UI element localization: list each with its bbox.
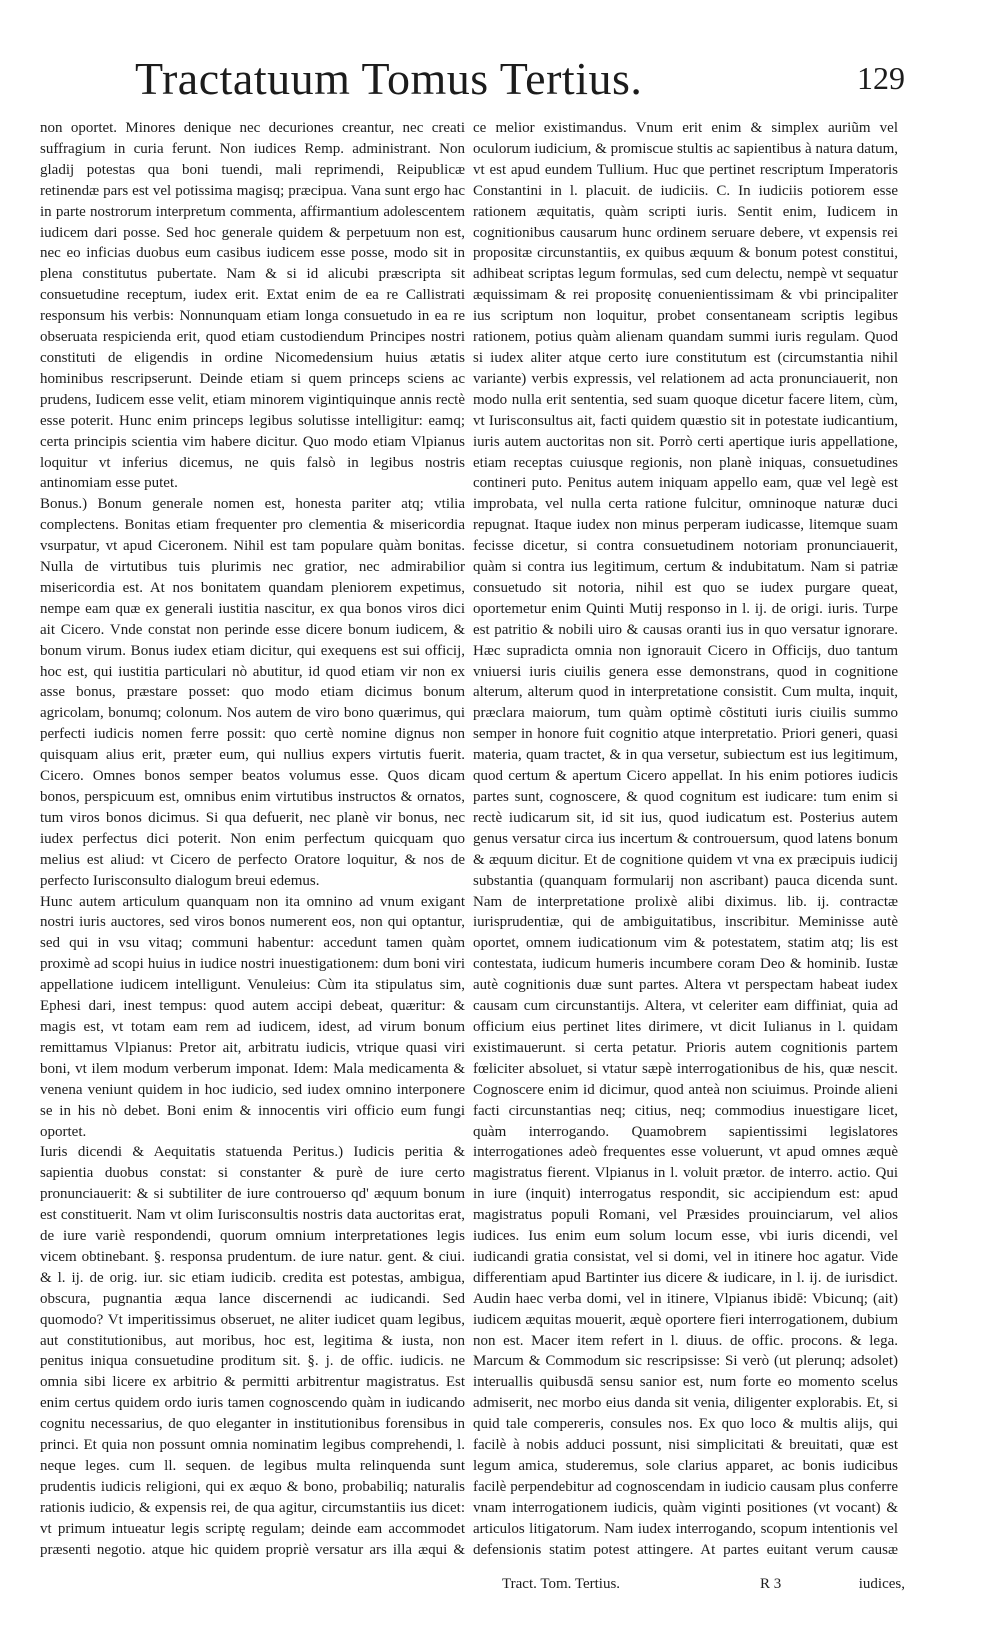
paragraph: Iuris dicendi & Aequitatis statuenda Peritus.) Iudicis peritia & sapientia duobus constat: si constanter & purè de iure certo pronunciauerit: & si subtiliter de iure controuerso qd' æquum bonum est constituerit. Nam vt olim Iurisconsultis nostris data auctoritas erat, de iure variè respondendi, quorum omnium interpretationes legis vicem obtinebant. §. responsa prudentum. de iure natur. gent. & ciui. & l. ij. de orig. iur. sic etiam iudicib. credita est potestas, ambigua, obscura, pugnantia æqua lance discernendi ac iudicandi. Sed quomodo? Vt imperitissimus obseruet, ne aliter iudicet quam legibus, aut constitutionibus, aut moribus, hoc est, legitima & iusta, non penitus iniqua consuetudine proditum sit. §. j. de offic. iudicis. ne omnia sibi licere ex arbitrio & permitti arbitrentur magistratus. Est enim certus quidem ordo iuris tamen cognoscendo quàm in iudicando cognitu necessarius, de quo eleganter in institutionibus forensibus in princi. Et quia non possunt omnia nominatim legibus comprehendi, l. neque leges. cum ll. sequen. de legibus multa relinquenda sunt prudentis iudicis religioni, qui ex æquo & bono, probabiliq; naturalis rationis iudicio, & expensis rei, de qua agitur, circumstantiis ius dicet: vt primum intueatur legis scriptę regulam; deinde eam accommodet præsenti negotio. atque hic quidem propriè versatur ars illa æqui &: [40, 1144, 465, 1558]
paragraph: Hunc autem articulum quanquam non ita omnino ad vnum exigant nostri iuris auctores, sed viros bonos numerent eos, non qui optantur, sed qui in vsu vitaq; communi habentur: accedunt tamen quàm proximè ad scopi huius in iudice nostri inuestigationem: dum boni viri appellatione iudicem intelligunt. Venuleius: Cùm ita stipulatus sim, Ephesi dari, inest tempus: quod autem accipi debeat, quæritur: & magis est, vt totam eam rem ad iudicem, idest, ad virum bonum remittamus Vlpianus: Pretor ait, arbitratu iudicis, vtrique quasi viri boni, vt ilem modum verberum imponat. Idem: Mala medicamenta & venena veniunt quidem in hoc iudicio, sed iudex omnino interponere se in his nò debet. Boni enim & innocentis viri officio eum fungi oportet.: [40, 893, 465, 1140]
page-header: [135, 52, 905, 112]
catchword: iudices,: [858, 1576, 905, 1592]
paragraph: ce melior existimandus. Vnum erit enim & simplex auriũm vel oculorum iudicium, & promiscue stultis ac sapientibus à natura datum, vt est apud eundem Tullium. Huc que pertinet rescriptum Imperatoris Constantini in l. placuit. de iudiciis. C. In iudiciis potiorem esse rationem æquitatis, quàm scripti iuris. Sentit enim, Iudicem in cognitionibus causarum hunc ordinem seruare debere, vt expensis rei propositæ circunstantiis, ex quibus æquum & bonum potest constitui, adhibeat scriptas legum formulas, sed cum delectu, nempè vt sequatur æquissimam & rei propositę conuenientissimam & vbi principaliter ius scriptum non loquitur, probet consentaneam scriptis legibus rationem, potius quàm alienam quandam summi iuris regulam. Quod si iudex aliter atque certo iure constitutum est (circumstantia nihil variante) verbis expressis, vel relationem ad acta pronunciauerit, non modo nulla erit sententia, sed suam quoque dicetur facere litem, cùm, vt Iurisconsultus ait, facti quidem quæstio sit in potestate iudicantium, iuris autem auctoritas non sit. Porrò certi apertique iuris appellatione, etiam receptas cuiusque regionis, non planè iniquas, consuetudines contineri puto. Penitus autem iniquam appello eam, quæ vel legè est improbata, vel nulla certa ratione fulcitur, omninoque naturæ duci repugnat. Itaque iudex non minus perperam iudicasse, litemque suam fecisse dicetur, si contra consuetudinem notoriam pronunciauerit, quàm si contra ius legitimum, certum & indubitatum. Nam si patriæ consuetudo sit notoria, nihil est quo se iudex purgare queat, oportemetur enim Quinti Mutij responso in l. ij. de origi. iuris. Turpe est patritio & nobili uiro & causas oranti ius in quo versatur ignorare. Hæc supradicta omnia non ignorauit Cicero in Officijs, duo tantum vniuersi iuris ciuilis genera esse demonstrans, quod in cognitione alterum, alterum quod in interpretatione consistit. Cum multa, inquit, præclara maiorum, tum quàm optimè cõstituti iuris ciuilis summo semper in honore fuit cognitio atque interpretatio. Priori generi, quasi materia, quam tractet, & in qua versetur, subiectum est ius legitimum, quod certum & apertum Cicero appellat. In his enim potiores iudicis partes sunt, cognoscere, & quod cognitum est iudicare: tum enim si rectè iudicarum sit, id sit ius, quod iudicatum est. Posterius autem genus versatur circa ius incertum & controuersum, quod latens bonum & æquum dicitur. Et de cognitione quidem vt vna ex præcipuis iudicij substantia (quanquam formularij non ascribant) pauca dicenda sunt. Nam de interpretatione prolixè alibi diximus. lib. ij. contractæ iurisprudentiæ, qui de ambiguitatibus, inscribitur. Meminisse autè oportet, omnem iudicationum vim & potestatem, statim atq; lis est contestata, iudicum humeris incumbere coram Deo & hominib. Iustæ autè cognitionis duæ sunt partes. Altera vt perspectam habeat iudex causam cum circunstantijs. Altera, vt celeriter eam diffiniat, quia ad officium eius pertinet lites dirimere, vt dicit Iulianus in l. quidam existimauerunt. si certa petatur. Prioris autem cognitionis partem fœliciter absoluet, si vtatur sæpè interrogationibus de his, quæ nescit. Cognoscere enim id dicimur, quod anteà non sciuimus. Proinde alieni facti circunstantias neq; citius, neq; commodius inuestigare licet, quàm interrogando. Quamobrem sapientissimi legislatores interrogationes adeò frequentes esse voluerunt, vt apud omnes æquè magistratus fierent. Vlpianus in l. voluit prætor. de interro. actio. Qui in iure (inquit) interrogatus respondit, sic accipiendum est: apud magistratus populi Romani, vel Præsides prouinciarum, vel alios iudices. Ius enim eum solum locum esse, vbi iuris dicendi, vel iudicandi gratia consistat, vel si domi, vel in itinere hoc agatur. Vide differentiam apud Bartinter ius dicere & iudicare, in l. ij. de iurisdict. Audin haec verba domi, vel in itinere, Vlpianus ibidē: Vbicunq; (ait) iudicem æquitas mouerit, æquè oportere fieri interrogationem, dubium non est. Macer item refert in l. diuus. de offic. procons. & lega. Marcum & Commodum sic rescripsisse: Si verò (ut plerunq; adsolet) interuallis quibusdā sensu sanior est, num forte eo momento scelus admiserit, nec morbo eius danda sit venia, diligenter explorabis. Et, si quid tale compereris, consules nos. Ex quo loco & multis alijs, qui facilè à nobis adduci possunt, nisi simplicitati & breuitati, quæ est legum amica, studeremus, sole clarius apparet, ac bonis iudicibus facilè perpendebitur ad cognoscendam in iudicio causam plus conferre vnam interrogationem iudicis, quàm viginti positiones (vt vocant) & articulos litigatorum. Nam iudex interrogando, scopum intentionis vel defensionis statim potest attingere. At partes euitant verum causæ: [473, 120, 898, 1558]
right-column: [473, 118, 898, 1558]
page-number: 129: [857, 60, 905, 96]
signature-mark: R 3: [760, 1576, 782, 1592]
paragraph: non oportet. Minores denique nec decuriones creantur, nec creati suffragium in curia ferunt. Non iudices Remp. administrant. Non gladij potestas qua boni tuendi, mali reprimendi, Reipublicæ retinendæ pars est vel potissima magisq; præcipua. Vana sunt ergo hac in parte nostrorum interpretum commenta, affirmantium adolescentem iudicem dari posse. Sed hoc generale quidem & perpetuum non est, nec eo inficias duobus eum casibus iudicem esse posse, modo sit in plena constitutus pubertate. Nam & si id alicubi præscripta sit consuetudine receptum, iudex erit. Extat enim de ea re Callistrati responsum his verbis: Nonnunquam etiam longa consuetudo in ea re obseruata respicienda erit, quod etiam custodiendum Principes nostri constituti de eligendis in ordine Nicomedensium huius ætatis hominibus rescripserunt. Deinde etiam si quem princeps sciens ac prudens, Iudicem esse velit, etiam minorem vigintiquinque annis rectè esse poterit. Hunc enim princeps legibus solutisse intelligitur: eamq; certa principis scientia vim habere dicitur. Quo modo etiam Vlpianus loquitur vt inferius dicemus, ne quis falsò in legibus nostris antinomiam esse putet.: [40, 120, 465, 492]
running-title: Tractatuum Tomus Tertius.: [135, 53, 643, 104]
paragraph: Bonus.) Bonum generale nomen est, honesta pariter atq; vtilia complectens. Bonitas etiam frequenter pro clementia & misericordia vsurpatur, vt apud Ciceronem. Nihil est tam populare quàm bonitas. Nulla de virtutibus tuis plurimis nec gratior, nec admirabilior misericordia est. At nos bonitatem quandam pleniorem expetimus, nempe eam quæ ex generali iustitia nascitur, ex qua bonos viros dici ait Cicero. Vnde constat non perinde esse dicere bonum iudicem, & bonum virum. Bonus iudex etiam dicitur, qui exequens est sui officij, hoc est, qui iustitia particulari nò abutitur, id quod etiam vir non ex asse bonus, præstare posset: quo modo etiam dicimus bonum agricolam, bonumq; colonum. Nos autem de viro bono quærimus, qui perfecti iudicis nomen ferre possit: quo certè nomine dignus non quisquam alius erit, præter eum, qui nullius expers virtutis fuerit. Cicero. Omnes bonos semper beatos volumus esse. Quos dicam bonos, perspicuum est, omnibus enim virtutibus instructos & ornatos, tum viros bonos dicimus. Si qua defuerit, nec planè vir bonus, nec iudex perfectus dici poterit. Non enim perfectum quicquam quo melius est aliud: vt Cicero de perfecto Oratore loquitur, & nos de perfecto Iurisconsulto dialogum breui edemus.: [40, 496, 465, 889]
left-column: [40, 118, 465, 1558]
footer-title: Tract. Tom. Tertius.: [502, 1576, 621, 1592]
page-footer: [490, 1576, 905, 1600]
